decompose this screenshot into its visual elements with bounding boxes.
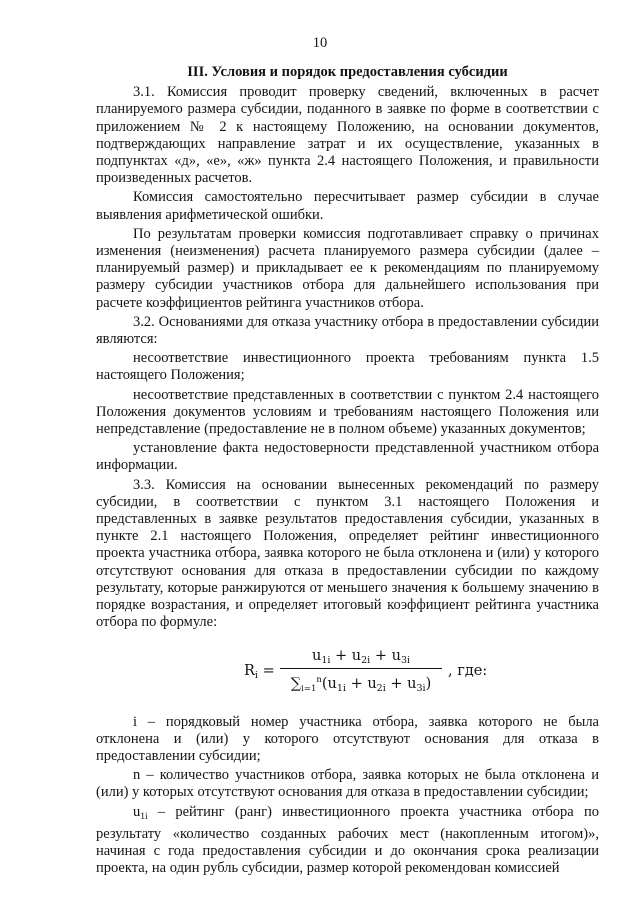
paragraph: 3.1. Комиссия проводит проверку сведений, включенных в расчет планируемого размера субсидии, поданного в заявке по форме в соответствии с приложением № 2 к настоящему Положению, на основании документов, подтверждающих направление затрат и их осуществление, указанных в подпунктах «д», «е», «ж» пункта 2.4 настоящего Положения, и правильности произведенных расчетов. xyxy=(96,84,599,187)
paragraph: установление факта недостоверности представленной участником отбора информации. xyxy=(96,440,599,474)
formula-fraction xyxy=(280,646,442,700)
paragraph: несоответствие инвестиционного проекта требованиям пункта 1.5 настоящего Положения; xyxy=(96,350,599,384)
definition-paragraph: i – порядковый номер участника отбора, заявка которого не была отклонена и (или) у которого отсутствуют основания для отказа в предоставлении субсидии; xyxy=(96,713,599,764)
document-body xyxy=(96,64,599,877)
formula-denominator: $\sum_{i=1}^n(u_{1i} + u_{2i} + u_{3i})$ xyxy=(290,674,432,694)
page-number: 10 xyxy=(312,35,328,51)
paragraph: 3.2. Основаниями для отказа участнику отбора в предоставлении субсидии являются: xyxy=(96,313,599,348)
paragraph: 3.3. Комиссия на основании вынесенных рекомендаций по размеру субсидии, в соответствии с пунктом 3.1 настоящего Положения и представленных в заявке результатов предоставления субсидии, указанных в пункте 2.1 настоящего Положения, определяет рейтинг инвестиционного проекта участника отбора, заявка которого не была отклонена и (или) у которого отсутствуют основания для отказа в предоставлении субсидии по каждому результату, которые ранжируются от меньшего значения к большему значению в порядке возрастания, и определяет итоговый коэффициент рейтинга участника отбора по формуле: xyxy=(96,476,599,631)
formula-lhs: $R_i$ = xyxy=(244,662,275,681)
definition-paragraph: n – количество участников отбора, заявка которых не была отклонена и (или) у которых отсутствуют основания для отказа в предоставлении субсидии; xyxy=(96,767,599,801)
definition-symbol: $u_{1i}$ xyxy=(133,803,148,822)
paragraph: По результатам проверки комиссия подготавливает справку о причинах изменения (неизменения) расчета планируемого размера субсидии (далее – планируемый размер) и прикладывает ее к рекомендациям по планируемому размеру субсидии участников отбора для дальнейшего использования при расчете коэффициентов рейтинга участников отбора. xyxy=(96,225,599,311)
formula-block xyxy=(96,646,599,704)
section-heading: III. Условия и порядок предоставления субсидии xyxy=(187,64,508,80)
formula-numerator: $u_{1i} + u_{2i} + u_{3i}$ xyxy=(311,647,411,666)
formula-where: , где: xyxy=(448,662,488,679)
paragraph: несоответствие представленных в соответствии с пунктом 2.4 настоящего Положения документов условиям и требованиям настоящего Положения или непредставление (предоставление не в полном объеме) указанных документов; xyxy=(96,386,599,438)
definition-paragraph: $u_{1i}$ – рейтинг (ранг) инвестиционного проекта участника отбора по результату «количество созданных рабочих мест (накопленным итогом)», начиная с года предоставления субсидии и до окончания срока реализации проекта, на один рубль субсидии, размер которой рекомендован комиссией xyxy=(96,803,599,877)
paragraph: Комиссия самостоятельно пересчитывает размер субсидии в случае выявления арифметической ошибки. xyxy=(96,189,599,223)
